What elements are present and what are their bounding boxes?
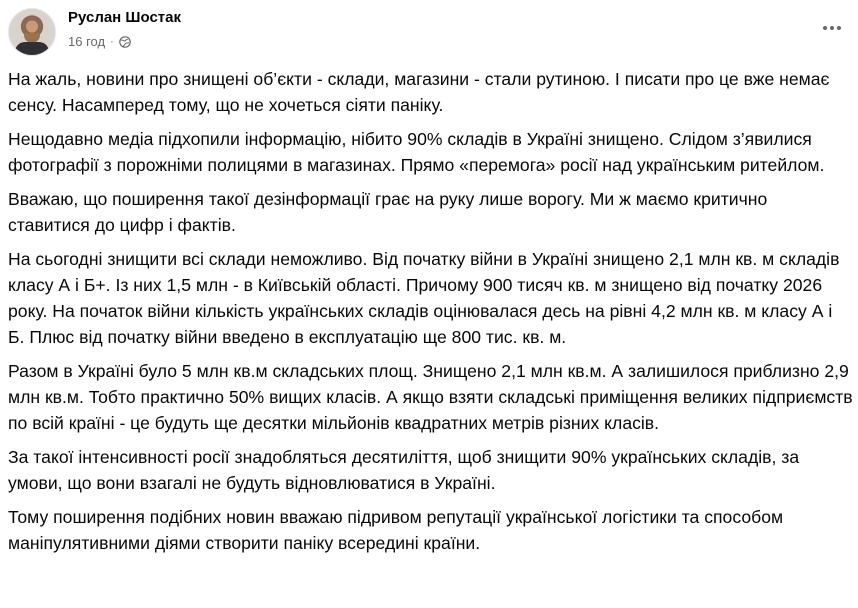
post-body [8,66,853,564]
globe-icon[interactable] [119,36,131,48]
post-paragraph: Разом в Україні було 5 млн кв.м складських площ. Знищено 2,1 млн кв.м. А залишилося приблизно 2,9 млн кв.м. Тобто практично 50% вищих класів. А якщо взяти складські приміщення великих підприємств по всій країні - це будуть ще десятки мільйонів квадратних метрів різних класів. [8,361,853,433]
post-paragraph: На сьогодні знищити всі склади неможливо. Від початку війни в Україні знищено 2,1 млн кв. м складів класу А і Б+. Із них 1,5 млн - в Київській області. Причому 900 тисяч кв. м знищено від початку 2026 року. На початок війни кількість українських складів оцінювалася десь на рівні 4,2 млн кв. м класу А і Б. Плюс від початку війни введено в експлуатацію ще 800 тис. кв. м. [8,249,840,347]
more-dot [837,26,841,30]
post-paragraph: Тому поширення подібних новин вважаю підривом репутації української логістики та способом маніпулятивними діями створити паніку всередині країни. [8,507,784,553]
post-paragraph: Нещодавно медіа підхопили інформацію, нібито 90% складів в Україні знищено. Слідом з’явилися фотографії з порожніми полицями в магазинах. Прямо «перемога» росії над українським ритейлом. [8,129,825,175]
avatar-shirt [15,42,49,56]
post-paragraph: Вважаю, що поширення такої дезінформації грає на руку лише ворогу. Ми ж маємо критично ставитися до цифр і фактів. [8,189,768,235]
post-paragraph: За такої інтенсивності росії знадобляться десятиліття, щоб знищити 90% українських складів, за умови, що вони взагалі не будуть відновлюватися в Україні. [8,447,800,493]
author-avatar[interactable] [8,8,56,56]
more-dot [823,26,827,30]
more-dot [830,26,834,30]
more-options-icon[interactable] [818,14,846,42]
post-header [8,8,850,56]
meta-separator: · [110,35,114,48]
author-name[interactable]: Руслан Шостак [68,9,181,26]
post-timestamp[interactable]: 16 год [68,34,106,49]
post-meta [68,34,131,49]
post-paragraph: На жаль, новини про знищені об’єкти - склади, магазини - стали рутиною. І писати про це вже немає сенсу. Насамперед тому, що не хочеться сіяти паніку. [8,69,830,115]
